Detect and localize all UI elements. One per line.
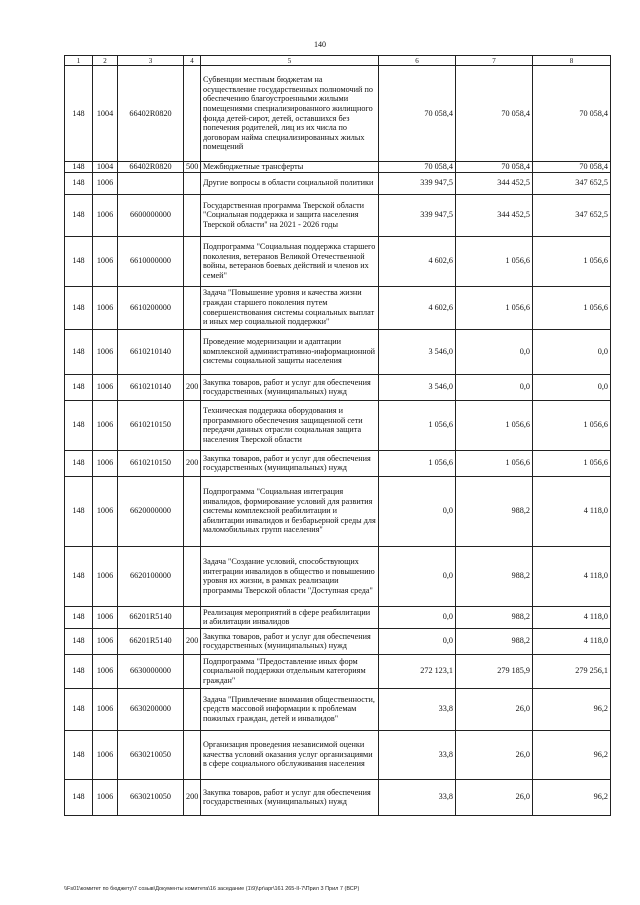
amount-year1-cell: 0,0 <box>379 628 456 654</box>
target-article-cell <box>118 172 184 194</box>
amount-year2-cell: 0,0 <box>456 374 533 400</box>
column-header: 6 <box>379 56 456 66</box>
amount-year3-cell: 1 056,6 <box>533 236 611 286</box>
table-row <box>65 606 611 628</box>
description-cell: Другие вопросы в области социальной политики <box>201 172 379 194</box>
amount-year2-cell: 344 452,5 <box>456 172 533 194</box>
budget-table <box>64 55 611 816</box>
target-article-cell: 6610200000 <box>118 286 184 329</box>
column-header: 1 <box>65 56 93 66</box>
table-row <box>65 286 611 329</box>
target-article-cell: 6610210150 <box>118 450 184 476</box>
admin-code-cell: 148 <box>65 194 93 236</box>
amount-year3-cell: 1 056,6 <box>533 450 611 476</box>
section-code-cell: 1006 <box>93 628 118 654</box>
amount-year3-cell: 70 058,4 <box>533 162 611 173</box>
target-article-cell: 66402R0820 <box>118 162 184 173</box>
admin-code-cell: 148 <box>65 400 93 450</box>
admin-code-cell: 148 <box>65 162 93 173</box>
amount-year3-cell: 96,2 <box>533 688 611 730</box>
expense-type-cell: 200 <box>184 628 201 654</box>
table-row <box>65 329 611 374</box>
section-code-cell: 1006 <box>93 374 118 400</box>
amount-year3-cell: 96,2 <box>533 779 611 815</box>
target-article-cell: 6630210050 <box>118 730 184 779</box>
amount-year2-cell: 279 185,9 <box>456 654 533 688</box>
column-header: 7 <box>456 56 533 66</box>
amount-year1-cell: 4 602,6 <box>379 286 456 329</box>
amount-year3-cell: 70 058,4 <box>533 66 611 162</box>
section-code-cell: 1006 <box>93 688 118 730</box>
description-cell: Межбюджетные трансферты <box>201 162 379 173</box>
table-row <box>65 66 611 162</box>
table-row <box>65 546 611 606</box>
amount-year1-cell: 33,8 <box>379 779 456 815</box>
section-code-cell: 1006 <box>93 329 118 374</box>
amount-year1-cell: 33,8 <box>379 730 456 779</box>
amount-year2-cell: 988,2 <box>456 476 533 546</box>
table-row <box>65 162 611 173</box>
target-article-cell: 6630000000 <box>118 654 184 688</box>
description-cell: Закупка товаров, работ и услуг для обеспечения государственных (муниципальных) нужд <box>201 628 379 654</box>
amount-year1-cell: 0,0 <box>379 606 456 628</box>
amount-year2-cell: 26,0 <box>456 688 533 730</box>
expense-type-cell: 200 <box>184 779 201 815</box>
description-cell: Задача "Создание условий, способствующих интеграции инвалидов в общество и повышению уровня их жизни, в рамках реализации программы Тверской области "Доступная среда" <box>201 546 379 606</box>
target-article-cell: 66201R5140 <box>118 628 184 654</box>
amount-year2-cell: 1 056,6 <box>456 400 533 450</box>
target-article-cell: 6610210140 <box>118 374 184 400</box>
amount-year1-cell: 4 602,6 <box>379 236 456 286</box>
amount-year1-cell: 0,0 <box>379 476 456 546</box>
section-code-cell: 1006 <box>93 400 118 450</box>
table-row <box>65 172 611 194</box>
amount-year1-cell: 3 546,0 <box>379 374 456 400</box>
table-row <box>65 730 611 779</box>
amount-year1-cell: 1 056,6 <box>379 450 456 476</box>
expense-type-cell <box>184 172 201 194</box>
section-code-cell: 1006 <box>93 730 118 779</box>
target-article-cell: 6630200000 <box>118 688 184 730</box>
column-header: 3 <box>118 56 184 66</box>
amount-year2-cell: 988,2 <box>456 606 533 628</box>
admin-code-cell: 148 <box>65 66 93 162</box>
target-article-cell: 66402R0820 <box>118 66 184 162</box>
expense-type-cell <box>184 286 201 329</box>
table-row <box>65 400 611 450</box>
amount-year3-cell: 96,2 <box>533 730 611 779</box>
target-article-cell: 6610210150 <box>118 400 184 450</box>
section-code-cell: 1006 <box>93 476 118 546</box>
table-row <box>65 654 611 688</box>
description-cell: Проведение модернизации и адаптации комплексной административно-информационной системы социальной защиты населения <box>201 329 379 374</box>
description-cell: Закупка товаров, работ и услуг для обеспечения государственных (муниципальных) нужд <box>201 450 379 476</box>
admin-code-cell: 148 <box>65 688 93 730</box>
amount-year2-cell: 988,2 <box>456 546 533 606</box>
amount-year2-cell: 26,0 <box>456 779 533 815</box>
amount-year1-cell: 70 058,4 <box>379 66 456 162</box>
section-code-cell: 1006 <box>93 546 118 606</box>
description-cell: Государственная программа Тверской области "Социальная поддержка и защита населения Тверской области" на 2021 - 2026 годы <box>201 194 379 236</box>
amount-year1-cell: 339 947,5 <box>379 172 456 194</box>
admin-code-cell: 148 <box>65 628 93 654</box>
description-cell: Техническая поддержка оборудования и программного обеспечения защищенной сети передачи данных отрасли социальная защита населения Тверской области <box>201 400 379 450</box>
admin-code-cell: 148 <box>65 606 93 628</box>
description-cell: Подпрограмма "Социальная поддержка старшего поколения, ветеранов Великой Отечественной войны, ветеранов боевых действий и членов их семей" <box>201 236 379 286</box>
admin-code-cell: 148 <box>65 172 93 194</box>
table-row <box>65 450 611 476</box>
target-article-cell: 6600000000 <box>118 194 184 236</box>
expense-type-cell <box>184 730 201 779</box>
amount-year3-cell: 1 056,6 <box>533 286 611 329</box>
admin-code-cell: 148 <box>65 450 93 476</box>
amount-year2-cell: 26,0 <box>456 730 533 779</box>
amount-year1-cell: 272 123,1 <box>379 654 456 688</box>
amount-year3-cell: 4 118,0 <box>533 628 611 654</box>
description-cell: Субвенции местным бюджетам на осуществление государственных полномочий по обеспечению благоустроенными жилыми помещениями специализированного жилищного фонда детей-сирот, детей, оставшихся без попечения родителей, лиц из их числа по договорам найма специализированных жилых помещений <box>201 66 379 162</box>
amount-year3-cell: 0,0 <box>533 374 611 400</box>
column-header: 2 <box>93 56 118 66</box>
expense-type-cell <box>184 236 201 286</box>
admin-code-cell: 148 <box>65 779 93 815</box>
section-code-cell: 1006 <box>93 779 118 815</box>
amount-year1-cell: 339 947,5 <box>379 194 456 236</box>
expense-type-cell <box>184 546 201 606</box>
section-code-cell: 1004 <box>93 66 118 162</box>
table-row <box>65 779 611 815</box>
column-header-row <box>65 56 611 66</box>
description-cell: Подпрограмма "Социальная интеграция инвалидов, формирование условий для развития системы комплексной реабилитации и абилитации инвалидов и безбарьерной среды для маломобильных групп населения" <box>201 476 379 546</box>
amount-year3-cell: 4 118,0 <box>533 546 611 606</box>
section-code-cell: 1006 <box>93 450 118 476</box>
amount-year2-cell: 1 056,6 <box>456 236 533 286</box>
amount-year3-cell: 279 256,1 <box>533 654 611 688</box>
admin-code-cell: 148 <box>65 476 93 546</box>
admin-code-cell: 148 <box>65 546 93 606</box>
amount-year2-cell: 344 452,5 <box>456 194 533 236</box>
expense-type-cell <box>184 400 201 450</box>
page-number: 140 <box>314 40 326 49</box>
target-article-cell: 6610210140 <box>118 329 184 374</box>
amount-year1-cell: 33,8 <box>379 688 456 730</box>
target-article-cell: 6630210050 <box>118 779 184 815</box>
table-row <box>65 688 611 730</box>
description-cell: Задача "Привлечение внимания общественности, средств массовой информации к проблемам пожилых граждан, детей и инвалидов" <box>201 688 379 730</box>
expense-type-cell <box>184 329 201 374</box>
admin-code-cell: 148 <box>65 654 93 688</box>
target-article-cell: 66201R5140 <box>118 606 184 628</box>
amount-year2-cell: 70 058,4 <box>456 66 533 162</box>
table-row <box>65 476 611 546</box>
description-cell: Подпрограмма "Предоставление иных форм социальной поддержки отдельным категориям граждан" <box>201 654 379 688</box>
expense-type-cell <box>184 66 201 162</box>
admin-code-cell: 148 <box>65 730 93 779</box>
section-code-cell: 1006 <box>93 236 118 286</box>
amount-year1-cell: 0,0 <box>379 546 456 606</box>
table-row <box>65 628 611 654</box>
amount-year2-cell: 70 058,4 <box>456 162 533 173</box>
expense-type-cell <box>184 688 201 730</box>
amount-year1-cell: 70 058,4 <box>379 162 456 173</box>
file-path-footer: \\Fs01\комитет по бюджету\7 созыв\Документы комитета\16 заседание (1\9)\pr\apr\161 265-II-7\Прил 3 Прил 7 (ВСР) <box>64 886 360 892</box>
table-row <box>65 374 611 400</box>
section-code-cell: 1006 <box>93 194 118 236</box>
column-header: 8 <box>533 56 611 66</box>
target-article-cell: 6620000000 <box>118 476 184 546</box>
description-cell: Закупка товаров, работ и услуг для обеспечения государственных (муниципальных) нужд <box>201 374 379 400</box>
section-code-cell: 1006 <box>93 286 118 329</box>
admin-code-cell: 148 <box>65 329 93 374</box>
section-code-cell: 1006 <box>93 172 118 194</box>
amount-year2-cell: 0,0 <box>456 329 533 374</box>
expense-type-cell: 500 <box>184 162 201 173</box>
expense-type-cell <box>184 476 201 546</box>
expense-type-cell: 200 <box>184 450 201 476</box>
amount-year1-cell: 1 056,6 <box>379 400 456 450</box>
description-cell: Реализация мероприятий в сфере реабилитации и абилитации инвалидов <box>201 606 379 628</box>
admin-code-cell: 148 <box>65 286 93 329</box>
section-code-cell: 1004 <box>93 162 118 173</box>
amount-year3-cell: 0,0 <box>533 329 611 374</box>
admin-code-cell: 148 <box>65 236 93 286</box>
amount-year1-cell: 3 546,0 <box>379 329 456 374</box>
description-cell: Организация проведения независимой оценки качества условий оказания услуг организациями в сфере социального обслуживания населения <box>201 730 379 779</box>
amount-year3-cell: 1 056,6 <box>533 400 611 450</box>
expense-type-cell <box>184 654 201 688</box>
column-header: 5 <box>201 56 379 66</box>
column-header: 4 <box>184 56 201 66</box>
admin-code-cell: 148 <box>65 374 93 400</box>
description-cell: Закупка товаров, работ и услуг для обеспечения государственных (муниципальных) нужд <box>201 779 379 815</box>
section-code-cell: 1006 <box>93 654 118 688</box>
table-row <box>65 236 611 286</box>
expense-type-cell: 200 <box>184 374 201 400</box>
amount-year3-cell: 4 118,0 <box>533 606 611 628</box>
amount-year2-cell: 1 056,6 <box>456 286 533 329</box>
expense-type-cell <box>184 606 201 628</box>
section-code-cell: 1006 <box>93 606 118 628</box>
amount-year2-cell: 988,2 <box>456 628 533 654</box>
expense-type-cell <box>184 194 201 236</box>
target-article-cell: 6610000000 <box>118 236 184 286</box>
target-article-cell: 6620100000 <box>118 546 184 606</box>
amount-year3-cell: 347 652,5 <box>533 194 611 236</box>
amount-year2-cell: 1 056,6 <box>456 450 533 476</box>
amount-year3-cell: 4 118,0 <box>533 476 611 546</box>
table-row <box>65 194 611 236</box>
amount-year3-cell: 347 652,5 <box>533 172 611 194</box>
description-cell: Задача "Повышение уровня и качества жизни граждан старшего поколения путем совершенствования системы социальных выплат и иных мер социальной поддержки" <box>201 286 379 329</box>
